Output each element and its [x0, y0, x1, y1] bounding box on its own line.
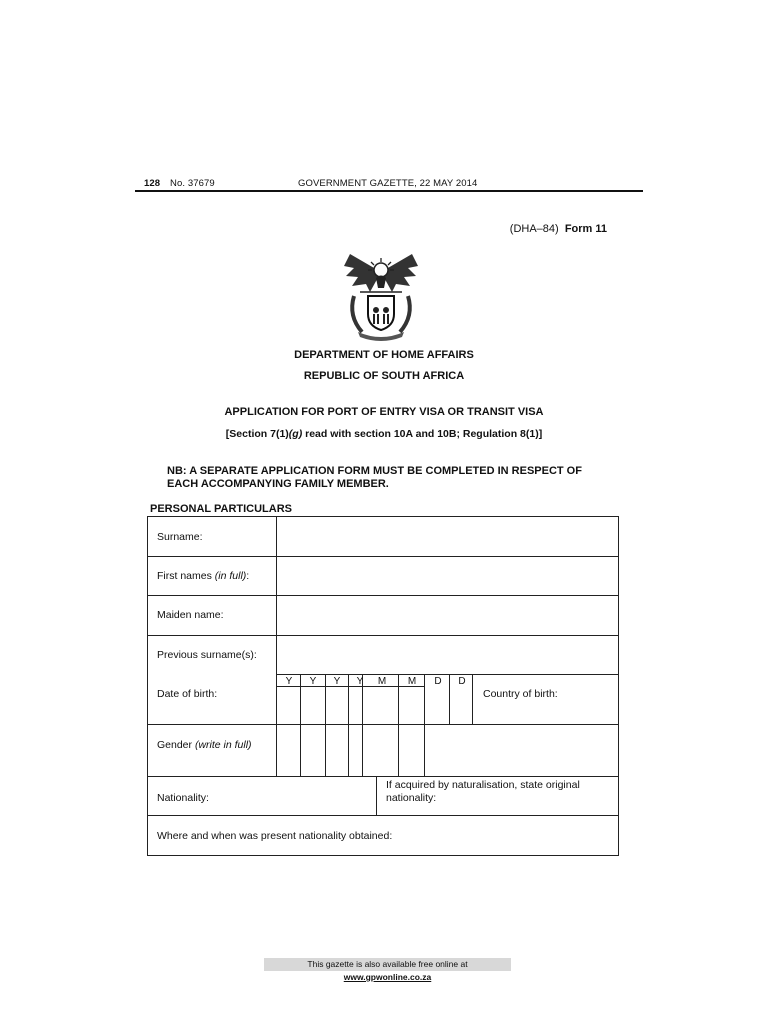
- previous-surnames-label: Previous surname(s):: [157, 649, 257, 661]
- date-header-top-line: [277, 674, 618, 675]
- date-box-divider: [472, 674, 473, 724]
- first-names-colon: :: [246, 570, 250, 582]
- application-title: APPLICATION FOR PORT OF ENTRY VISA OR TRANSIT VISA: [224, 406, 544, 418]
- page-number: 128: [144, 178, 161, 189]
- header-rule: [135, 190, 643, 192]
- date-box-divider: [398, 674, 399, 776]
- date-letter-day: D: [434, 676, 442, 687]
- row-divider: [148, 724, 618, 725]
- maiden-name-label: Maiden name:: [157, 609, 224, 621]
- department-title: DEPARTMENT OF HOME AFFAIRS: [294, 349, 474, 361]
- naturalisation-label: If acquired by naturalisation, state original nationality:: [386, 779, 580, 804]
- nationality-obtained-label: Where and when was present nationality obtained:: [157, 830, 393, 842]
- footer-banner: [264, 958, 511, 982]
- notice-text: NB: A SEPARATE APPLICATION FORM MUST BE COMPLETED IN RESPECT OF EACH ACCOMPANYING FAMILY MEMBER.: [167, 465, 582, 490]
- date-letter-year: Y: [309, 676, 317, 687]
- date-box-divider: [449, 674, 450, 724]
- gazette-title: GOVERNMENT GAZETTE, 22 MAY 2014: [298, 178, 478, 189]
- gender-note: (write in full): [194, 739, 252, 751]
- section-ref-suffix: read with section 10A and 10B; Regulation 8(1)]: [302, 428, 543, 440]
- form-code: (DHA–84): [509, 223, 559, 235]
- country-of-birth-label: Country of birth:: [483, 688, 558, 700]
- date-of-birth-label: Date of birth:: [157, 688, 218, 700]
- date-box-divider: [348, 674, 349, 776]
- section-ref-prefix: [Section 7(1): [225, 428, 289, 440]
- label-column-divider: [276, 517, 277, 776]
- date-box-divider: [362, 674, 363, 776]
- first-names-note: (in full): [214, 570, 247, 582]
- first-names-label: [157, 570, 249, 582]
- section-heading: PERSONAL PARTICULARS: [150, 503, 292, 515]
- row-divider: [148, 776, 618, 777]
- personal-particulars-form: [147, 516, 619, 856]
- date-letter-day: D: [458, 676, 466, 687]
- row-divider: [148, 635, 618, 636]
- form-number-label: Form 11: [564, 223, 607, 235]
- first-names-text: First names: [157, 570, 215, 582]
- date-letter-year: Y: [333, 676, 341, 687]
- footer-link[interactable]: www.gpwonline.co.za: [343, 972, 432, 982]
- footer-text: This gazette is also available free online at: [307, 959, 468, 969]
- date-letter-month: M: [377, 676, 387, 687]
- section-ref-italic: (g): [288, 428, 303, 440]
- gender-text: Gender: [157, 739, 195, 751]
- surname-label: Surname:: [157, 531, 203, 543]
- nationality-divider: [376, 776, 377, 815]
- gazette-number: No. 37679: [170, 178, 215, 189]
- date-box-divider: [424, 674, 425, 776]
- form-number: [510, 223, 607, 235]
- row-divider: [148, 556, 618, 557]
- date-letter-year: Y: [356, 676, 364, 687]
- section-reference: [0, 428, 768, 440]
- gender-label: [157, 739, 252, 751]
- date-box-divider: [325, 674, 326, 776]
- nationality-label: Nationality:: [157, 792, 209, 804]
- coat-of-arms-emblem: [340, 244, 422, 342]
- republic-title: REPUBLIC OF SOUTH AFRICA: [303, 370, 465, 382]
- row-divider: [148, 815, 618, 816]
- date-letter-month: M: [407, 676, 417, 687]
- date-box-divider: [300, 674, 301, 776]
- row-divider: [148, 595, 618, 596]
- date-letter-year: Y: [285, 676, 293, 687]
